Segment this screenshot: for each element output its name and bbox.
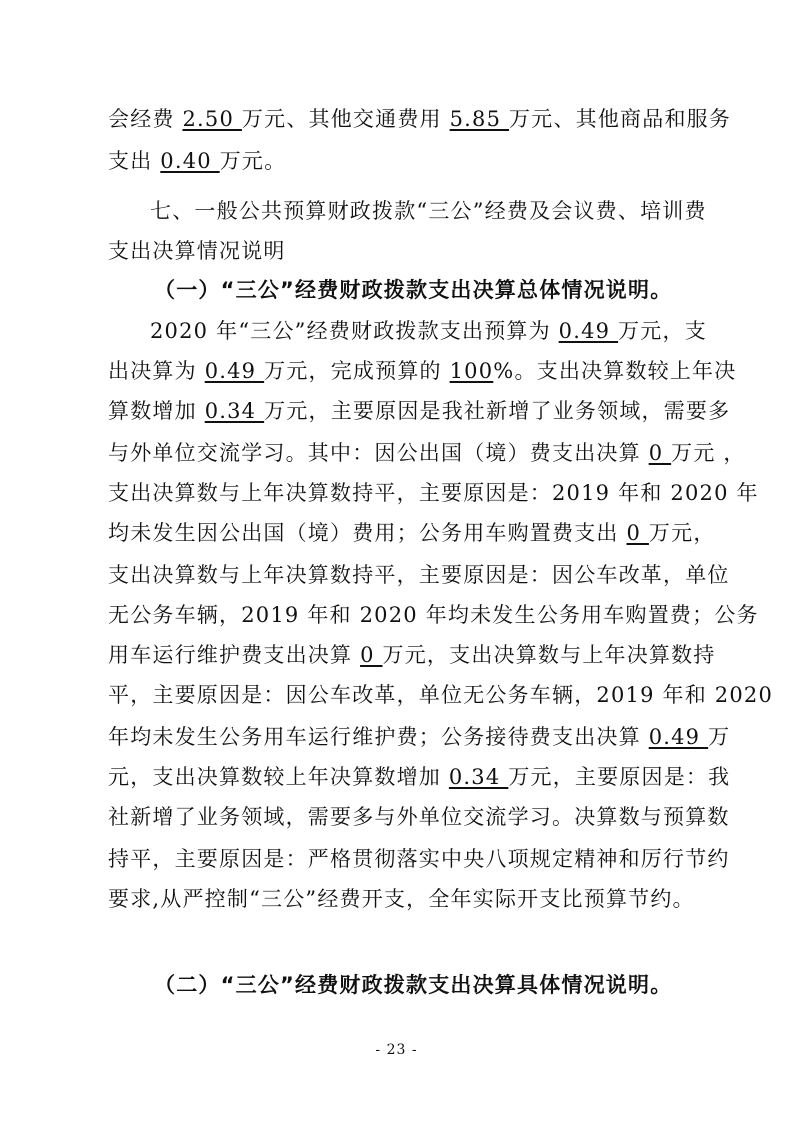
underlined-value: 0 — [360, 643, 383, 667]
underlined-value: 0.34 — [204, 399, 265, 423]
text-line — [108, 478, 759, 508]
page-number: - 23 - — [375, 1042, 418, 1058]
text-line — [108, 802, 730, 832]
subheading-1 — [154, 275, 674, 305]
text-line — [108, 680, 774, 710]
underlined-value: 5.85 — [449, 107, 510, 131]
text-segment: 持平，主要原因是：严格贯彻落实中央八项规定精神和厉行节约 — [108, 847, 730, 871]
text-line — [108, 844, 730, 874]
text-segment: 支出决算数与上年决算数持平，主要原因是：2019 年和 2020 年 — [108, 481, 759, 505]
text-line — [108, 146, 698, 176]
text-line — [108, 560, 730, 590]
underlined-value: 0.49 — [648, 725, 709, 749]
text-line — [108, 518, 716, 548]
underlined-value: 0 — [626, 521, 649, 545]
text-segment: 2020 年“三公”经费财政拨款支出预算为 — [150, 319, 559, 343]
text-line — [108, 884, 698, 914]
text-segment: （一）“三公”经费财政拨款支出决算总体情况说明。 — [154, 278, 673, 302]
text-segment: 与外单位交流学习。其中：因公出国（境）费支出决算 — [108, 441, 649, 465]
text-segment: （二）“三公”经费财政拨款支出决算具体情况说明。 — [154, 973, 673, 997]
text-segment: 万元。 — [219, 149, 287, 173]
text-segment: 均未发生因公出国（境）费用；公务用车购置费支出 — [108, 521, 627, 545]
text-segment: 万元， — [648, 521, 716, 545]
underlined-value: 2.50 — [182, 107, 242, 131]
text-segment: 万元，主要原因是我社新增了业务领域，需要多 — [264, 399, 731, 423]
text-line — [108, 396, 731, 426]
text-segment: 万元、其他商品和服务 — [509, 107, 732, 131]
text-line — [108, 600, 759, 630]
subheading-2 — [154, 970, 674, 1000]
underlined-value: 0.49 — [204, 359, 265, 383]
text-segment: 算数增加 — [108, 399, 205, 423]
text-segment: 万元，完成预算的 — [264, 359, 450, 383]
text-segment: 万元，主要原因是：我 — [508, 765, 731, 789]
text-line — [108, 722, 731, 752]
text-segment: 万 — [708, 725, 731, 749]
text-line — [150, 316, 707, 346]
underlined-value: 0.34 — [448, 765, 509, 789]
text-segment: 要求,从严控制“三公”经费开支，全年实际开支比预算节约。 — [108, 887, 695, 911]
underlined-value: 0.40 — [160, 149, 220, 173]
text-segment: 万元，支出决算数与上年决算数持 — [382, 643, 716, 667]
text-segment: 支出 — [108, 149, 161, 173]
text-segment: 元，支出决算数较上年决算数增加 — [108, 765, 449, 789]
text-line — [108, 104, 732, 134]
underlined-value: 0 — [648, 441, 672, 465]
text-segment: %。支出决算数较上年决 — [493, 359, 737, 383]
text-line — [108, 438, 746, 468]
text-line — [108, 356, 737, 386]
section-heading — [150, 196, 707, 226]
text-segment: 七、一般公共预算财政拨款“三公”经费及会议费、培训费 — [150, 199, 707, 223]
text-line — [108, 762, 731, 792]
text-segment: 支出决算数与上年决算数持平，主要原因是：因公车改革，单位 — [108, 563, 730, 587]
underlined-value: 0.49 — [558, 319, 619, 343]
text-segment: 会经费 — [108, 107, 183, 131]
text-segment: 平，主要原因是：因公车改革，单位无公务车辆，2019 年和 2020 — [108, 683, 774, 707]
text-segment: 出决算为 — [108, 359, 205, 383]
text-line — [108, 640, 716, 670]
text-segment: 万元、其他交通费用 — [241, 107, 450, 131]
underlined-value: 100 — [449, 359, 494, 383]
text-segment: 无公务车辆，2019 年和 2020 年均未发生公务用车购置费；公务 — [108, 603, 759, 627]
section-heading-cont — [108, 236, 698, 266]
text-segment: 支出决算情况说明 — [108, 239, 286, 263]
text-segment: 年均未发生公务用车运行维护费；公务接待费支出决算 — [108, 725, 649, 749]
text-segment: 社新增了业务领域，需要多与外单位交流学习。决算数与预算数 — [108, 805, 730, 829]
text-segment: 万元，支 — [618, 319, 707, 343]
text-segment: 用车运行维护费支出决算 — [108, 643, 361, 667]
text-segment: 万元 ， — [671, 441, 746, 465]
